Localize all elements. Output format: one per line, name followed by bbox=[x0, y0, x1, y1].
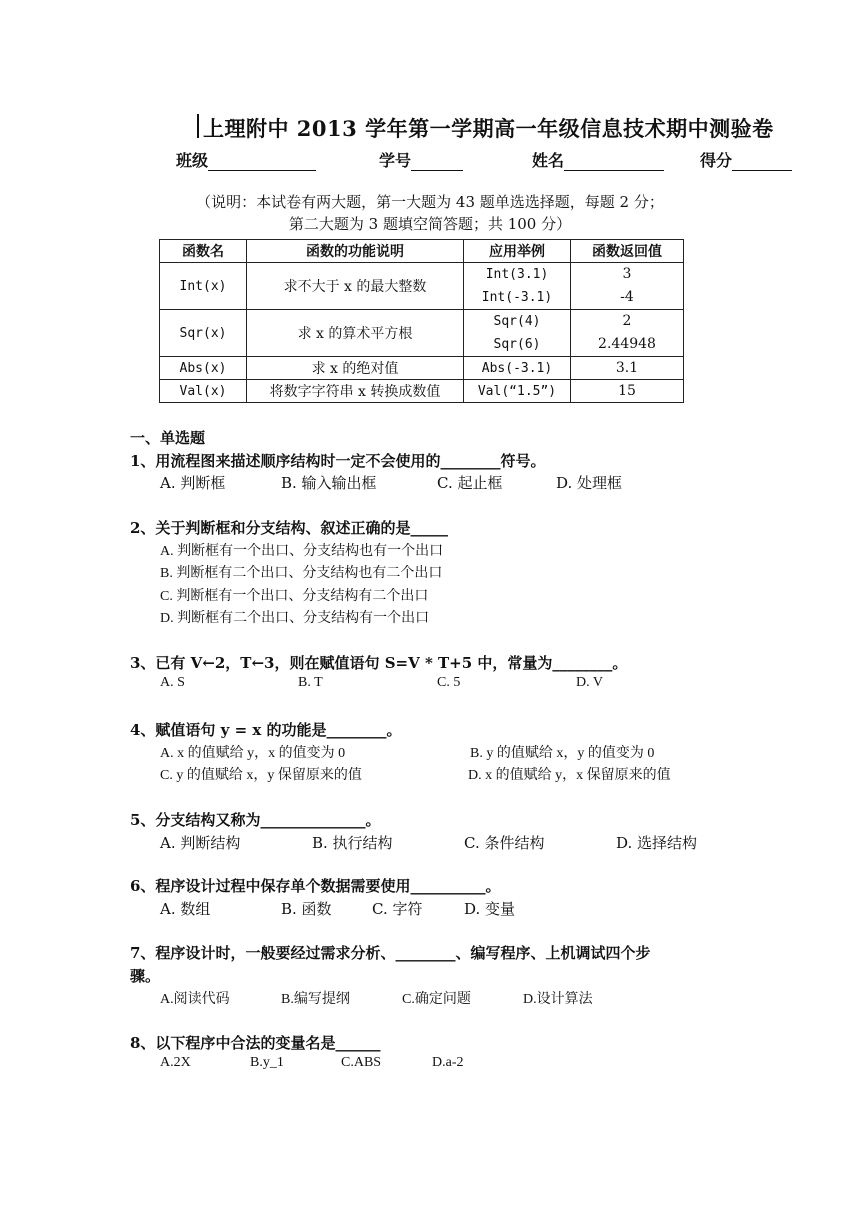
return-value-cell: 15 bbox=[571, 380, 684, 403]
question-stem: 4、赋值语句 y = x 的功能是________。 bbox=[130, 721, 402, 739]
option-d: D. 选择结构 bbox=[616, 834, 698, 852]
question-stem: 3、已有 V←2，T←3，则在赋值语句 S=V * T+5 中，常量为________。 bbox=[130, 654, 628, 672]
class-field bbox=[176, 148, 316, 171]
return-value-cell bbox=[571, 263, 684, 310]
option-b: B. 输入输出框 bbox=[281, 474, 377, 492]
function-name-cell: Val(x) bbox=[160, 380, 247, 403]
function-desc-cell: 求 x 的绝对值 bbox=[247, 357, 464, 380]
option-a: A. 判断框有一个出口、分支结构也有一个出口 bbox=[160, 544, 444, 559]
section-heading: 一、单选题 bbox=[130, 429, 206, 447]
option-b: B. T bbox=[298, 675, 323, 690]
example-cell: Abs(-3.1) bbox=[464, 357, 571, 380]
function-desc-cell: 求不大于 x 的最大整数 bbox=[247, 263, 464, 310]
option-d: D. 判断框有二个出口、分支结构有一个出口 bbox=[160, 611, 430, 626]
name-field bbox=[532, 148, 664, 171]
example-text: Sqr(4) bbox=[493, 314, 541, 329]
option-c: C.确定问题 bbox=[402, 992, 471, 1007]
question-stem: 6、程序设计过程中保存单个数据需要使用__________。 bbox=[130, 877, 501, 895]
class-label: 班级 bbox=[176, 151, 209, 170]
option-a: A.2X bbox=[160, 1055, 191, 1070]
title-cursor-mark bbox=[197, 114, 199, 138]
example-text: Int(-3.1) bbox=[481, 290, 553, 305]
score-blank[interactable] bbox=[732, 154, 792, 171]
option-c: C. 5 bbox=[437, 675, 461, 690]
table-row bbox=[160, 310, 684, 357]
option-d: D. 处理框 bbox=[556, 474, 623, 492]
option-c: C. 起止框 bbox=[437, 474, 503, 492]
option-c: C. 判断框有一个出口、分支结构有二个出口 bbox=[160, 589, 429, 604]
table-header-cell: 应用举例 bbox=[464, 240, 571, 263]
option-c: C. y 的值赋给 x，y 保留原来的值 bbox=[160, 768, 362, 783]
page-title: 上理附中 2013 学年第一学期高一年级信息技术期中测验卷 bbox=[203, 116, 774, 141]
option-a: A. x 的值赋给 y，x 的值变为 0 bbox=[160, 746, 346, 761]
option-d: D. 变量 bbox=[464, 900, 516, 918]
score-field bbox=[700, 148, 792, 171]
question-stem: 8、以下程序中合法的变量名是______ bbox=[130, 1034, 381, 1052]
option-d: D. x 的值赋给 y，x 保留原来的值 bbox=[468, 768, 671, 783]
option-c: C.ABS bbox=[341, 1055, 382, 1070]
return-value-cell: 3.1 bbox=[571, 357, 684, 380]
table-header-row bbox=[160, 240, 684, 263]
question-stem: 7、程序设计时，一般要经过需求分析、________、编写程序、上机调试四个步 bbox=[130, 944, 651, 962]
option-d: D.a-2 bbox=[432, 1055, 464, 1070]
class-blank[interactable] bbox=[208, 154, 316, 171]
question-stem: 1、用流程图来描述顺序结构时一定不会使用的________符号。 bbox=[130, 452, 546, 470]
exam-note-line2: 第二大题为 3 题填空简答题；共 100 分） bbox=[288, 215, 572, 233]
function-desc-cell: 求 x 的算术平方根 bbox=[247, 310, 464, 357]
example-text: Int(3.1) bbox=[485, 267, 549, 282]
student-id-label: 学号 bbox=[379, 151, 412, 170]
table-row bbox=[160, 263, 684, 310]
example-cell: Val(“1.5”) bbox=[464, 380, 571, 403]
option-c: C. 字符 bbox=[372, 900, 423, 918]
option-a: A. S bbox=[160, 675, 185, 690]
name-label: 姓名 bbox=[532, 151, 565, 170]
student-id-field bbox=[379, 148, 463, 171]
exam-note-line1: （说明：本试卷有两大题，第一大题为 43 题单选选择题，每题 2 分； bbox=[196, 193, 664, 211]
option-a: A. 判断结构 bbox=[160, 834, 241, 852]
return-value-cell bbox=[571, 310, 684, 357]
option-b: B.y_1 bbox=[250, 1055, 284, 1070]
question-stem: 5、分支结构又称为______________。 bbox=[130, 811, 381, 829]
table-row bbox=[160, 380, 684, 403]
score-label: 得分 bbox=[700, 151, 733, 170]
option-b: B. 判断框有二个出口、分支结构也有二个出口 bbox=[160, 566, 443, 581]
function-name-cell: Abs(x) bbox=[160, 357, 247, 380]
example-text: Sqr(6) bbox=[493, 337, 541, 352]
example-cell bbox=[464, 310, 571, 357]
return-value-text: -4 bbox=[620, 289, 634, 305]
option-b: B. y 的值赋给 x，y 的值变为 0 bbox=[470, 746, 655, 761]
option-d: D.设计算法 bbox=[523, 992, 593, 1007]
return-value-text: 2.44948 bbox=[598, 336, 656, 352]
table-header-cell: 函数返回值 bbox=[571, 240, 684, 263]
question-stem-continued: 骤。 bbox=[130, 967, 161, 985]
example-cell bbox=[464, 263, 571, 310]
option-a: A. 判断框 bbox=[160, 474, 226, 492]
name-blank[interactable] bbox=[564, 154, 664, 171]
function-name-cell: Int(x) bbox=[160, 263, 247, 310]
function-desc-cell: 将数字字符串 x 转换成数值 bbox=[247, 380, 464, 403]
student-id-blank[interactable] bbox=[411, 154, 463, 171]
return-value-text: 2 bbox=[622, 313, 632, 329]
option-c: C. 条件结构 bbox=[464, 834, 545, 852]
option-a: A. 数组 bbox=[160, 900, 211, 918]
option-b: B. 执行结构 bbox=[312, 834, 393, 852]
option-d: D. V bbox=[576, 675, 603, 690]
function-table bbox=[159, 239, 684, 403]
table-header-cell: 函数名 bbox=[160, 240, 247, 263]
option-a: A.阅读代码 bbox=[160, 992, 230, 1007]
option-b: B. 函数 bbox=[281, 900, 332, 918]
question-stem: 2、关于判断框和分支结构、叙述正确的是_____ bbox=[130, 519, 448, 537]
function-name-cell: Sqr(x) bbox=[160, 310, 247, 357]
table-header-cell: 函数的功能说明 bbox=[247, 240, 464, 263]
table-row bbox=[160, 357, 684, 380]
return-value-text: 3 bbox=[622, 266, 632, 282]
option-b: B.编写提纲 bbox=[281, 992, 350, 1007]
